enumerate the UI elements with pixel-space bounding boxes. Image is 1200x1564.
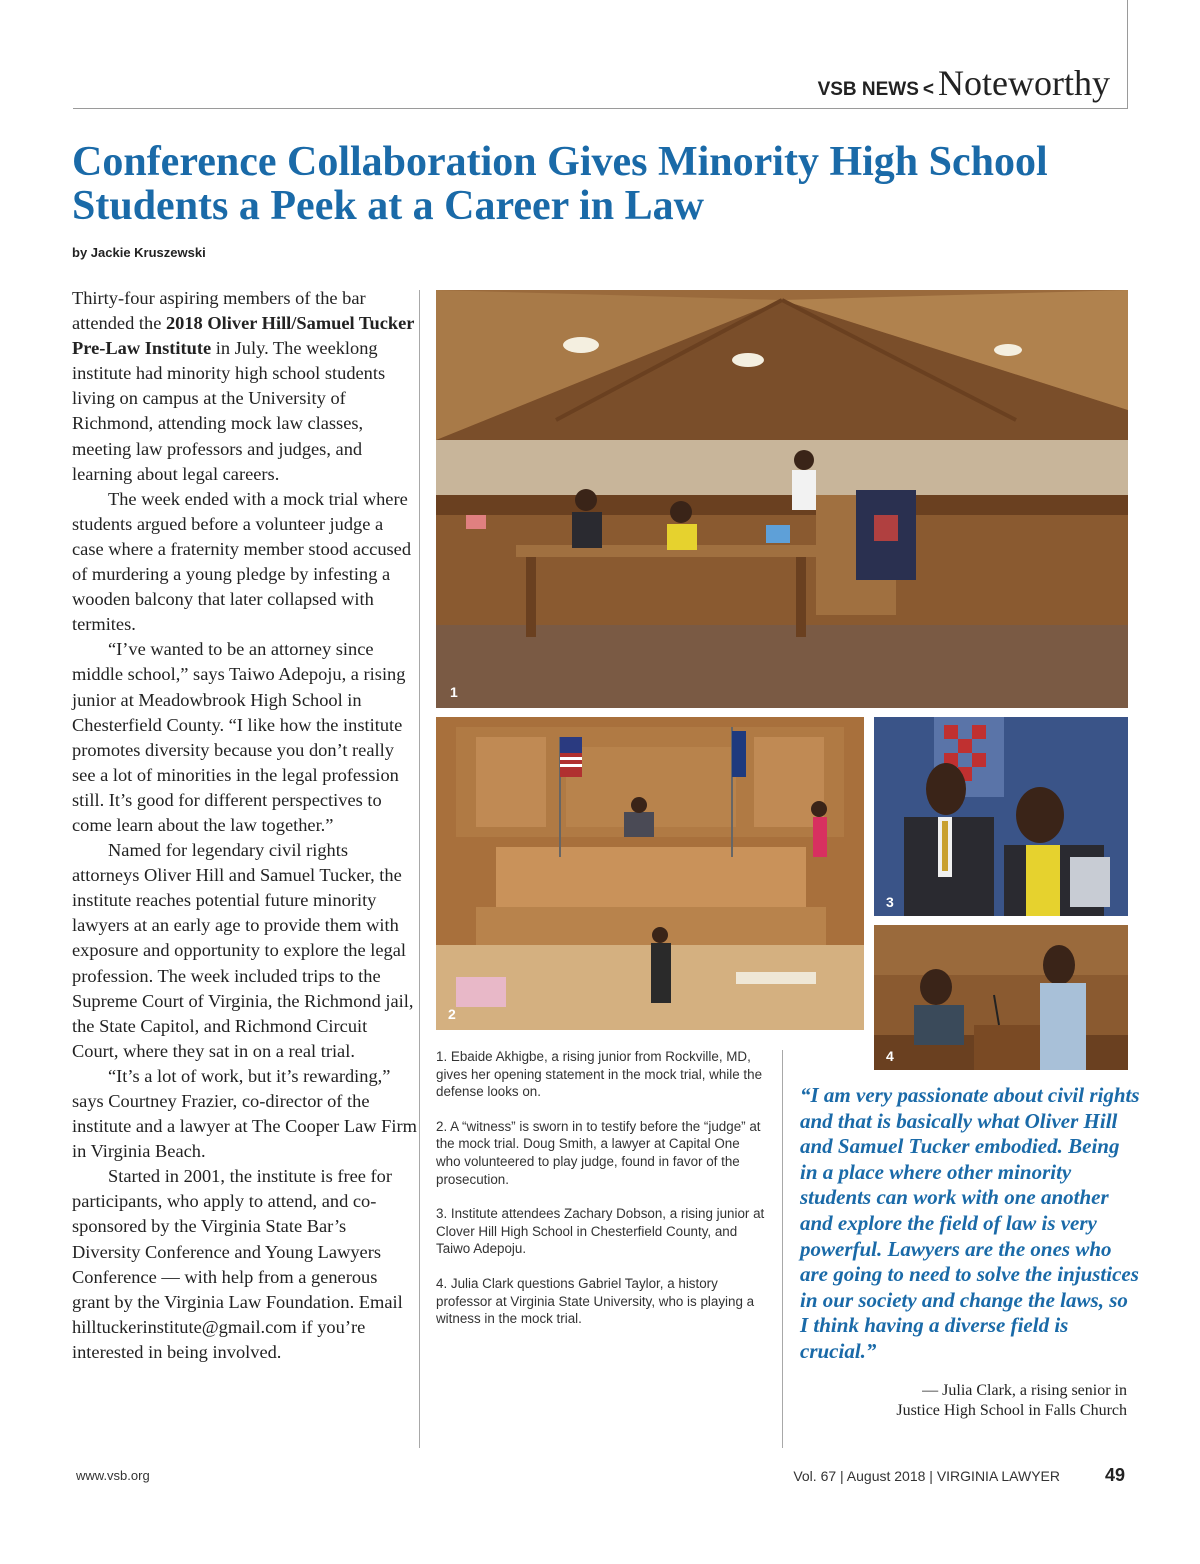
pull-quote-attribution [896, 1381, 1127, 1421]
photo-questioning-witness [874, 925, 1128, 1070]
section-label: VSB NEWS [817, 79, 919, 100]
photo-witness-sworn-in [436, 717, 864, 1030]
photo-number-4: 4 [886, 1048, 894, 1064]
photo-institute-attendees [874, 717, 1128, 916]
caption-1: 1. Ebaide Akhigbe, a rising junior from Rockville, MD, gives her opening statement in the mock trial, while the defense looks on. [436, 1049, 763, 1100]
photo-mock-trial-courtroom [436, 290, 1128, 708]
body-paragraph-5: “It’s a lot of work, but it’s rewarding,” says Courtney Frazier, co-director of the institute and a lawyer at The Cooper Law Firm in Virginia Beach. [72, 1065, 417, 1162]
footer-url: www.vsb.org [76, 1468, 150, 1483]
attribution-line-2: Justice High School in Falls Church [896, 1402, 1127, 1419]
header-vertical-rule [1127, 0, 1128, 108]
body-paragraph-3: “I’ve wanted to be an attorney since middle school,” says Taiwo Adepoju, a rising junior at Meadowbrook High School in Chesterfield County. “I like how the institute promotes diversity because you don’t really see a lot of minorities in the legal profession still. It’s good for different perspectives to come learn about the law together.” [72, 639, 406, 835]
photo-number-3: 3 [886, 894, 894, 910]
photo-number-2: 2 [448, 1006, 456, 1022]
pull-quote: “I am very passionate about civil rights and that is basically what Oliver Hill and Samuel Tucker embodied. Being in a place where other minority students can work with one another and explore the field of law is very powerful. Lawyers are the ones who are going to need to solve the injustices in our society and change the laws, so I think having a diverse field is crucial.” [800, 1083, 1140, 1363]
caption-2: 2. A “witness” is sworn in to testify before the “judge” at the mock trial. Doug Smith, a lawyer at Capital One who volunteered to play judge, found in favor of the prosecution. [436, 1118, 761, 1187]
photo-number-1: 1 [450, 684, 458, 700]
questioning-illustration [874, 925, 1128, 1070]
attribution-line-1: — Julia Clark, a rising senior in [922, 1382, 1127, 1399]
column-divider-right [782, 1050, 783, 1448]
body-paragraph-4: Named for legendary civil rights attorneys Oliver Hill and Samuel Tucker, the institute reaches potential future minority lawyers at an early age to provide them with exposure and opportunity to explore the legal profession. The week included trips to the Supreme Court of Virginia, the Richmond jail, the State Capitol, and Richmond Circuit Court, where they sat in on a real trial. [72, 840, 414, 1061]
body-paragraph-6: Started in 2001, the institute is free for participants, who apply to attend, and co-sponsored by the Virginia State Bar’s Diversity Conference and Young Lawyers Conference — with help from a generous grant by the Virginia Law Foundation. Email hilltuckerinstitute@gmail.com if you’re interested in being involved. [72, 1166, 403, 1362]
caption-4: 4. Julia Clark questions Gabriel Taylor, a history professor at Virginia State University, who is playing a witness in the mock trial. [436, 1275, 755, 1327]
caption-3: 3. Institute attendees Zachary Dobson, a rising junior at Clover Hill High School in Chesterfield County, and Taiwo Adepoju. [436, 1206, 765, 1257]
article-title: Conference Collaboration Gives Minority High School Students a Peek at a Career in Law [72, 139, 1048, 229]
section-name: Noteworthy [938, 63, 1110, 103]
section-separator: < [922, 79, 935, 100]
attendees-illustration [874, 717, 1128, 916]
footer-volume: Vol. 67 | August 2018 | VIRGINIA LAWYER [793, 1468, 1060, 1484]
column-divider-left [419, 290, 420, 1448]
courtroom-judge-illustration [436, 717, 864, 1030]
photo-captions [436, 1048, 766, 1345]
section-header [818, 62, 1110, 104]
article-body [72, 286, 417, 1365]
institute-name: 2018 Oliver Hill/Samuel Tucker Pre-Law Institute [72, 313, 415, 359]
courtroom-illustration [436, 290, 1128, 708]
article-byline: by Jackie Kruszewski [72, 245, 206, 260]
header-horizontal-rule [73, 108, 1128, 109]
page-number: 49 [1104, 1465, 1125, 1485]
body-paragraph-2: The week ended with a mock trial where students argued before a volunteer judge a case where a fraternity member stood accused of murdering a young pledge by infesting a wooden balcony that later collapsed with termites. [72, 488, 412, 635]
body-paragraph-1: Thirty-four aspiring members of the bar attended the 2018 Oliver Hill/Samuel Tucker Pre-Law Institute in July. The weeklong institute had minority high school students living on campus at the University of Richmond, attending mock law classes, meeting law professors and judges, and learning about legal careers. [72, 288, 415, 484]
